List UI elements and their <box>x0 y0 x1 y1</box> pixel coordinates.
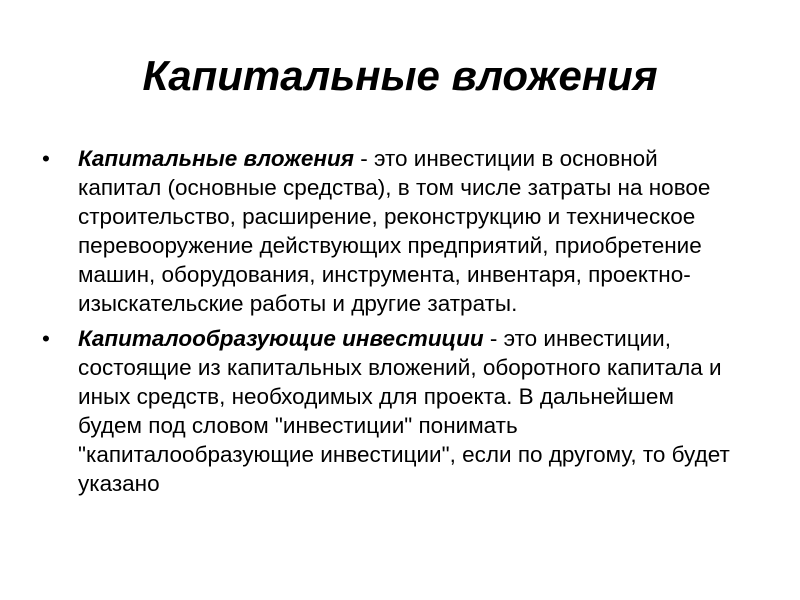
bullet-list <box>42 144 742 504</box>
bullet-term: Капитальные вложения <box>78 146 354 171</box>
bullet-text: - это инвестиции, состоящие из капитальных вложений, оборотного капитала и иных средств, необходимых для проекта. В дальнейшем будем под словом "инвестиции" понимать "капиталообразующие инвестиции", если по другому, то будет указано <box>78 326 730 496</box>
bullet-text: - это инвестиции в основной капитал (основные средства), в том числе затраты на новое строительство, расширение, реконструкцию и техническое перевооружение действующих предприятий, приобретение машин, оборудования, инструмента, инвентаря, проектно-изыскательские работы и другие затраты. <box>78 146 711 316</box>
bullet-marker: • <box>42 146 50 171</box>
bullet-item <box>42 324 742 498</box>
bullet-marker: • <box>42 326 50 351</box>
slide-title: Капитальные вложения <box>142 52 658 99</box>
bullet-item <box>42 144 742 318</box>
bullet-term: Капиталообразующие инвестиции <box>78 326 484 351</box>
